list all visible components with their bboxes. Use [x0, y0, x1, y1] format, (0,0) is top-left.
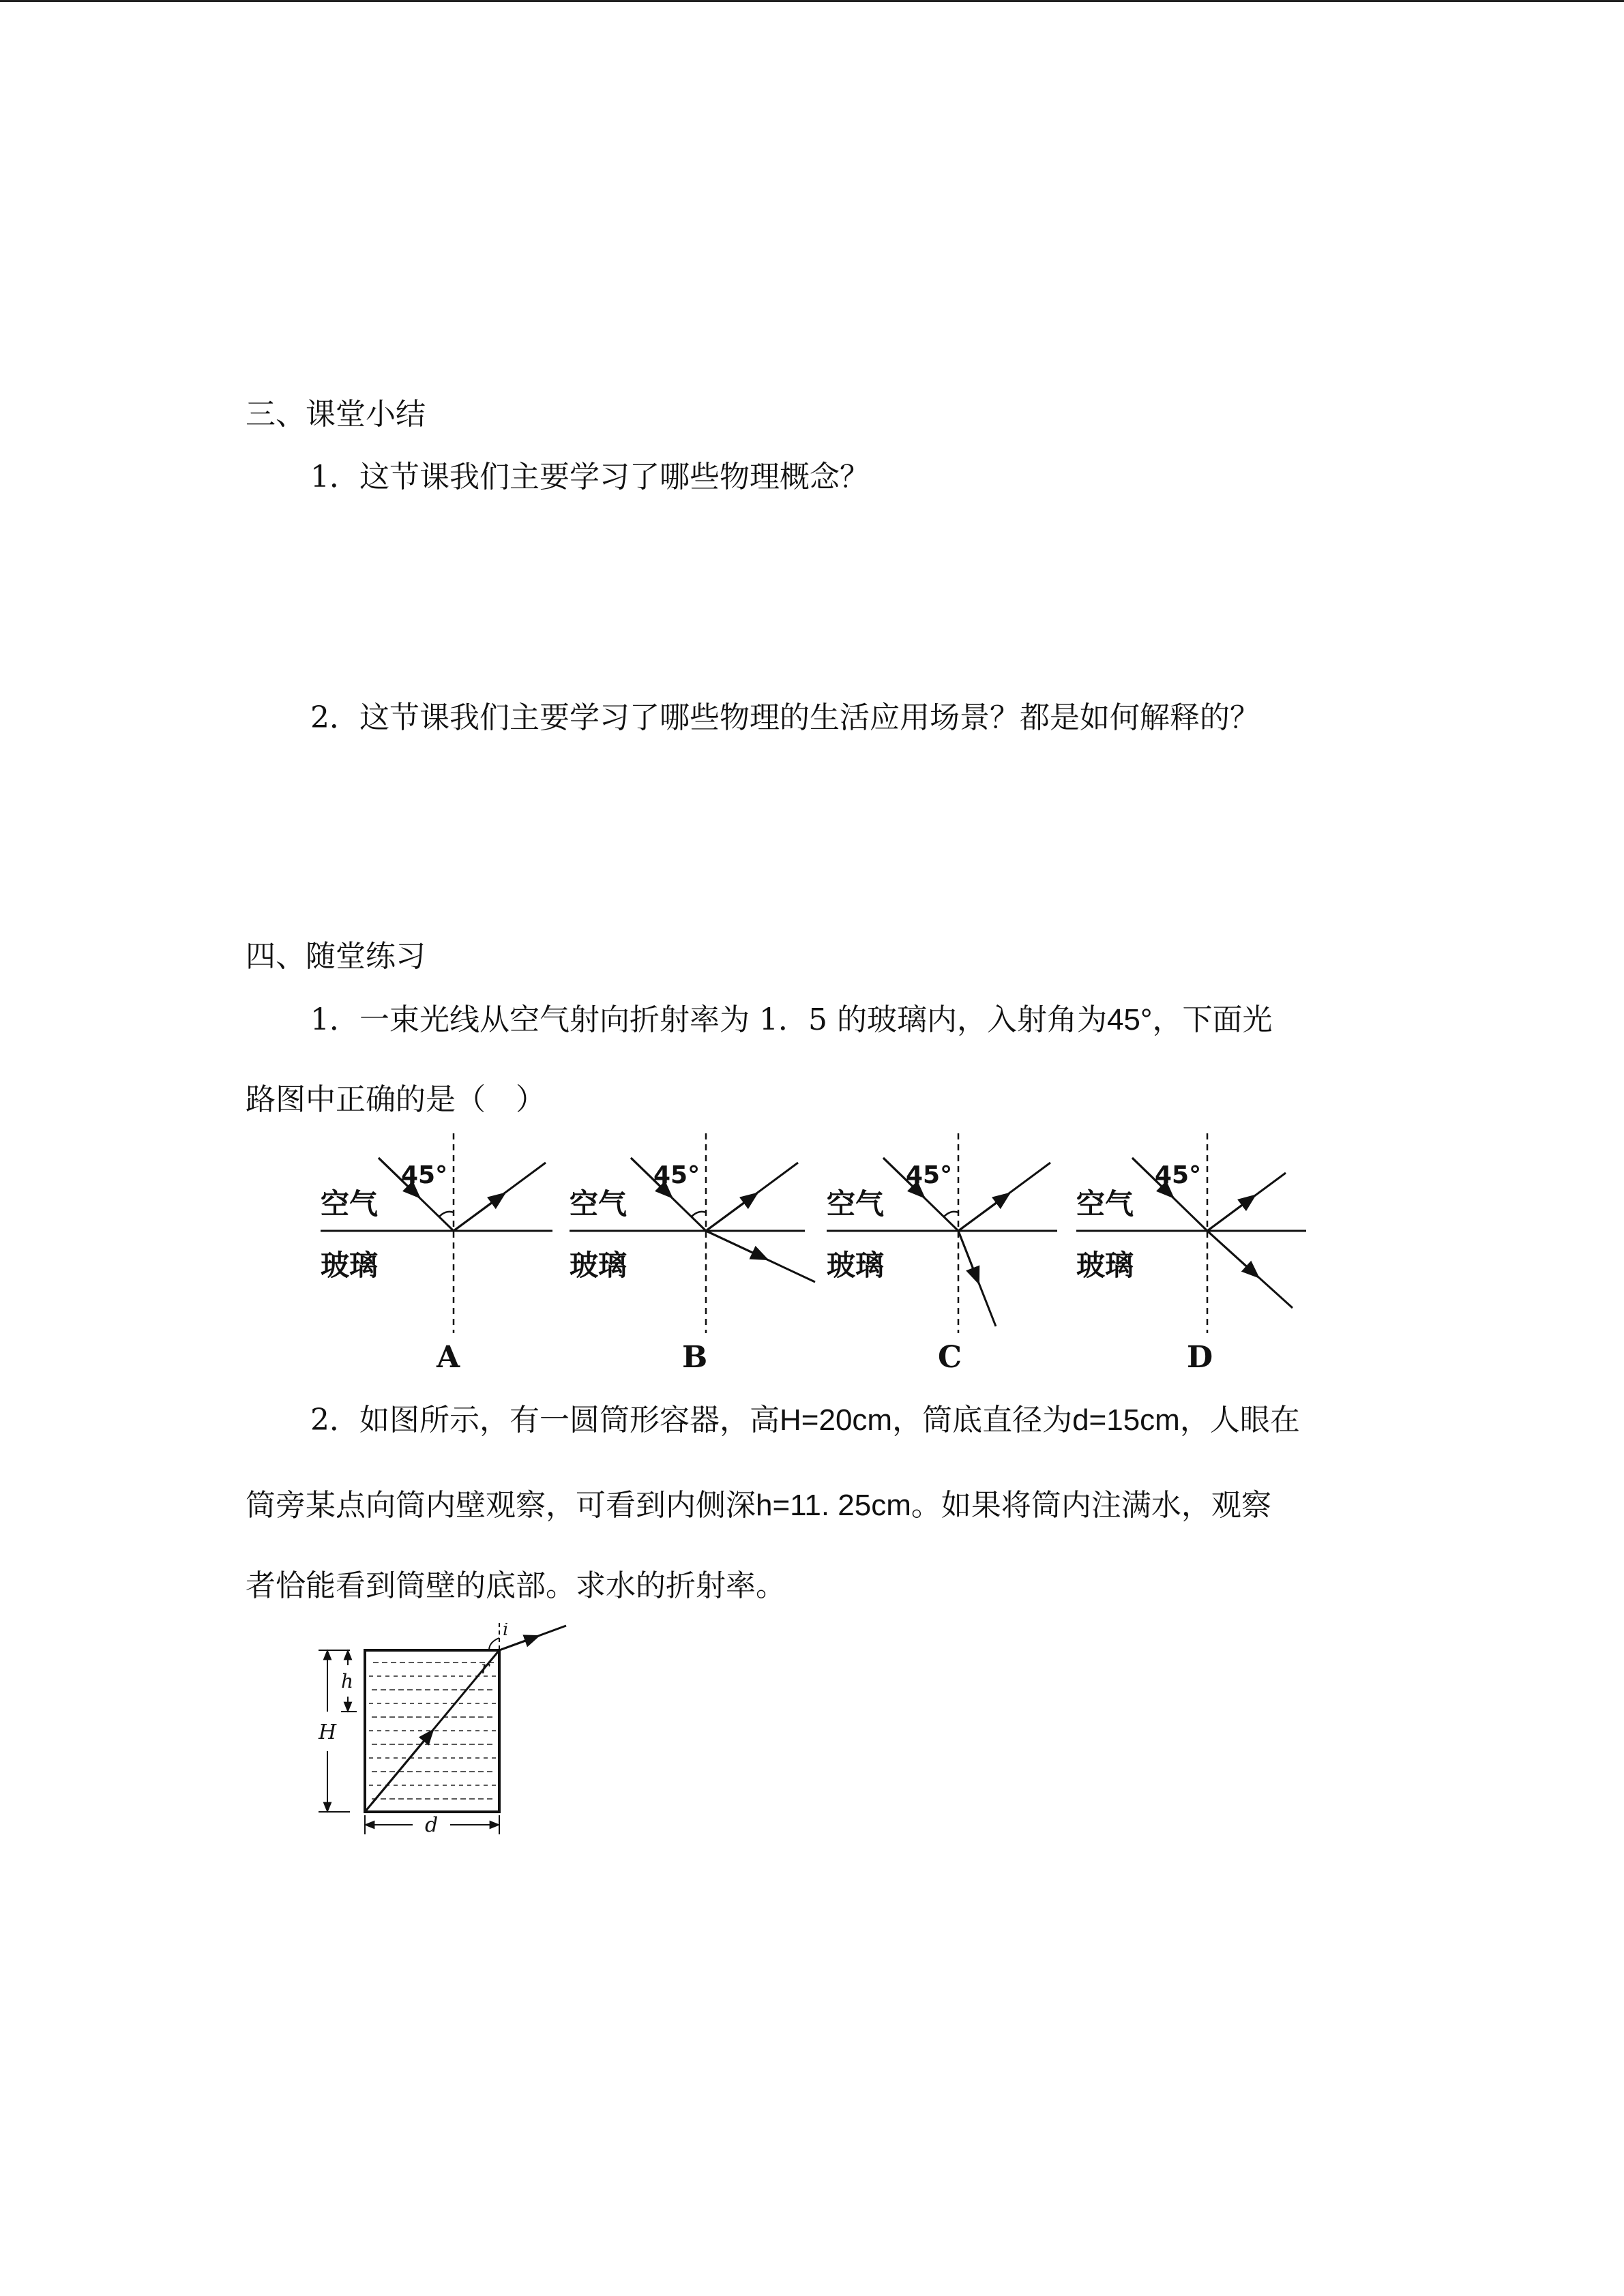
angle-label-c: 45°: [906, 1161, 953, 1189]
page-top-border: [0, 0, 1624, 2]
panel-d: [1076, 1133, 1306, 1375]
practice-q2-line1: [310, 1401, 1300, 1440]
q2-line2-b: 。如果将筒内注满水，观察: [911, 1488, 1271, 1523]
q2-h-value: h=11. 25cm: [756, 1489, 911, 1522]
q1-angle: 45°: [1106, 1003, 1153, 1037]
panel-b: [570, 1133, 815, 1375]
option-label-d: D: [1187, 1340, 1213, 1375]
q1-line1-prefix: 1．一束光线从空气射向折射率为 1．5 的玻璃内，入射角为: [310, 1002, 1107, 1037]
q2-line1-c: ，人眼在: [1179, 1403, 1300, 1437]
q1-line1-suffix: ，下面光: [1152, 1002, 1273, 1037]
practice-heading: 四、随堂练习: [246, 939, 426, 974]
practice-q1-line1: [310, 1001, 1273, 1039]
glass-label-b: 玻璃: [570, 1249, 628, 1282]
q2-d-value: d=15cm: [1072, 1403, 1180, 1437]
label-h: h: [341, 1670, 354, 1693]
summary-question-1: 1．这节课我们主要学习了哪些物理概念？: [310, 460, 870, 494]
practice-q1-line2: 路图中正确的是（ ）: [246, 1082, 546, 1117]
air-label-c: 空气: [827, 1187, 885, 1221]
option-label-a: A: [437, 1340, 460, 1375]
summary-heading: 三、课堂小结: [246, 397, 426, 432]
summary-question-2: 2．这节课我们主要学习了哪些物理的生活应用场景？都是如何解释的？: [310, 700, 1260, 735]
q2-cylinder-figure: [310, 1623, 583, 1855]
label-d: d: [425, 1813, 439, 1837]
glass-label-d: 玻璃: [1076, 1249, 1134, 1282]
q2-line1-b: ，筒底直径为: [892, 1403, 1073, 1437]
panel-c: [827, 1133, 1057, 1375]
air-label-d: 空气: [1076, 1187, 1134, 1221]
air-label-b: 空气: [570, 1187, 628, 1221]
option-label-c: C: [938, 1340, 962, 1375]
q2-H-value: H=20cm: [780, 1403, 893, 1437]
angle-label-a: 45°: [401, 1161, 448, 1189]
q1-optics-figure: [307, 1125, 1316, 1377]
label-i: i: [503, 1623, 509, 1640]
angle-label-d: 45°: [1155, 1161, 1202, 1189]
practice-q2-line2: [246, 1487, 1271, 1525]
label-H: H: [319, 1720, 337, 1744]
glass-label-c: 玻璃: [827, 1249, 885, 1282]
practice-q2-line3: 者恰能看到筒壁的底部。求水的折射率。: [246, 1568, 786, 1603]
panel-a: [321, 1133, 552, 1375]
glass-label-a: 玻璃: [321, 1249, 379, 1282]
water-texture: [369, 1663, 496, 1813]
q2-line2-a: 筒旁某点向筒内壁观察，可看到内侧深: [246, 1488, 756, 1523]
q2-line1-a: 2．如图所示，有一圆筒形容器，高: [310, 1403, 780, 1437]
angle-label-b: 45°: [653, 1161, 700, 1189]
option-label-b: B: [682, 1340, 708, 1375]
label-r: r: [481, 1658, 490, 1678]
air-label-a: 空气: [321, 1187, 379, 1221]
